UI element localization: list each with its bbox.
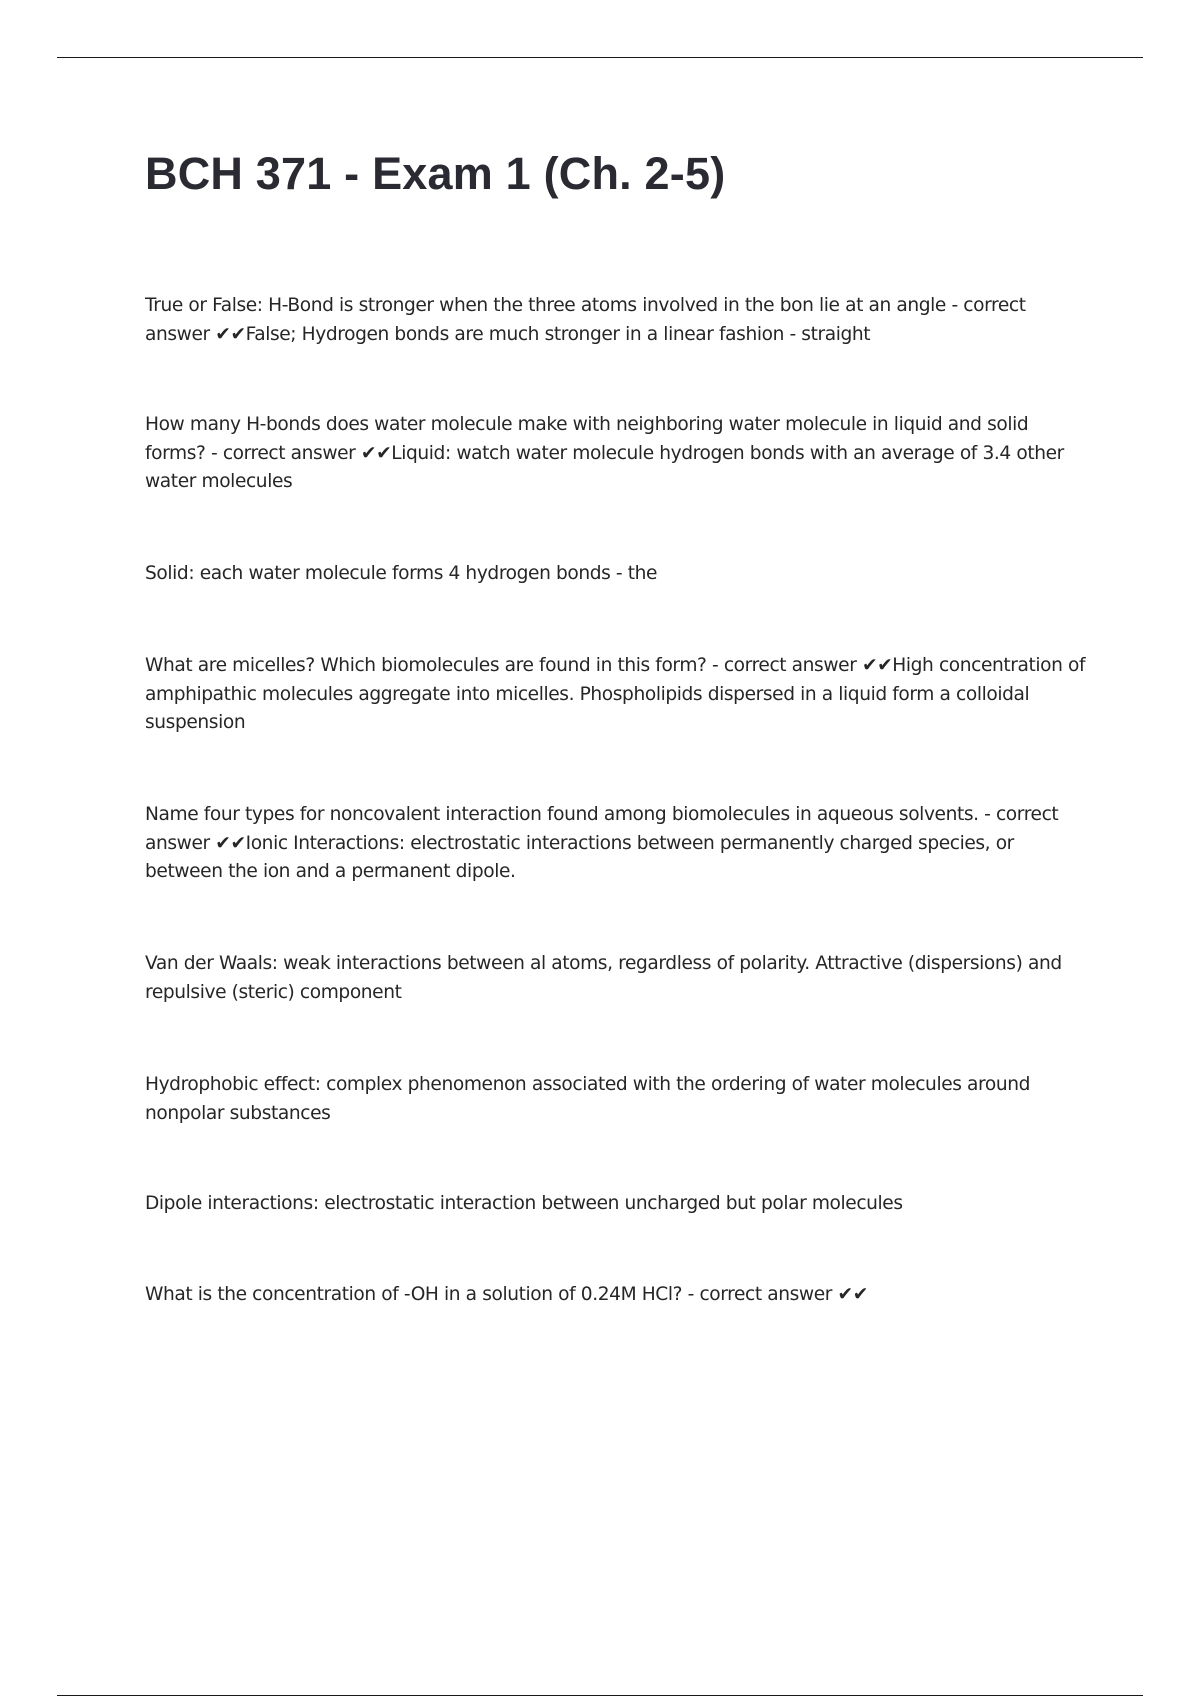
paragraph-micelles: What are micelles? Which biomolecules are found in this form? - correct answer ✔✔High concentration of amphipathic molecules aggregate into micelles. Phospholipids dispersed in a liquid form a colloidal suspension	[145, 655, 1086, 733]
paragraph-dipole-interactions: Dipole interactions: electrostatic interaction between uncharged but polar molecules	[145, 1193, 903, 1214]
footer-rule	[57, 1695, 1143, 1696]
paragraph-solid-hbonds: Solid: each water molecule forms 4 hydrogen bonds - the	[145, 563, 658, 584]
paragraph-van-der-waals: Van der Waals: weak interactions between al atoms, regardless of polarity. Attractive (dispersions) and repulsive (steric) component	[145, 953, 1062, 1003]
paragraph-hbond-count: How many H-bonds does water molecule make with neighboring water molecule in liquid and solid forms? - correct answer ✔✔Liquid: watch water molecule hydrogen bonds with an average of 3.4 other water molecules	[145, 414, 1064, 492]
header-rule	[57, 57, 1143, 58]
paragraph-oh-concentration: What is the concentration of -OH in a solution of 0.24M HCl? - correct answer ✔✔	[145, 1284, 868, 1305]
page-title: BCH 371 - Exam 1 (Ch. 2-5)	[145, 148, 726, 199]
paragraph-hydrophobic-effect: Hydrophobic effect: complex phenomenon associated with the ordering of water molecules around nonpolar substances	[145, 1074, 1031, 1124]
paragraph-noncovalent-types: Name four types for noncovalent interaction found among biomolecules in aqueous solvents. - correct answer ✔✔Ionic Interactions: electrostatic interactions between permanently charged species, or between the ion and a permanent dipole.	[145, 804, 1059, 882]
paragraph-hbond-angle: True or False: H-Bond is stronger when the three atoms involved in the bon lie at an angle - correct answer ✔✔False; Hydrogen bonds are much stronger in a linear fashion - straight	[145, 295, 1026, 345]
